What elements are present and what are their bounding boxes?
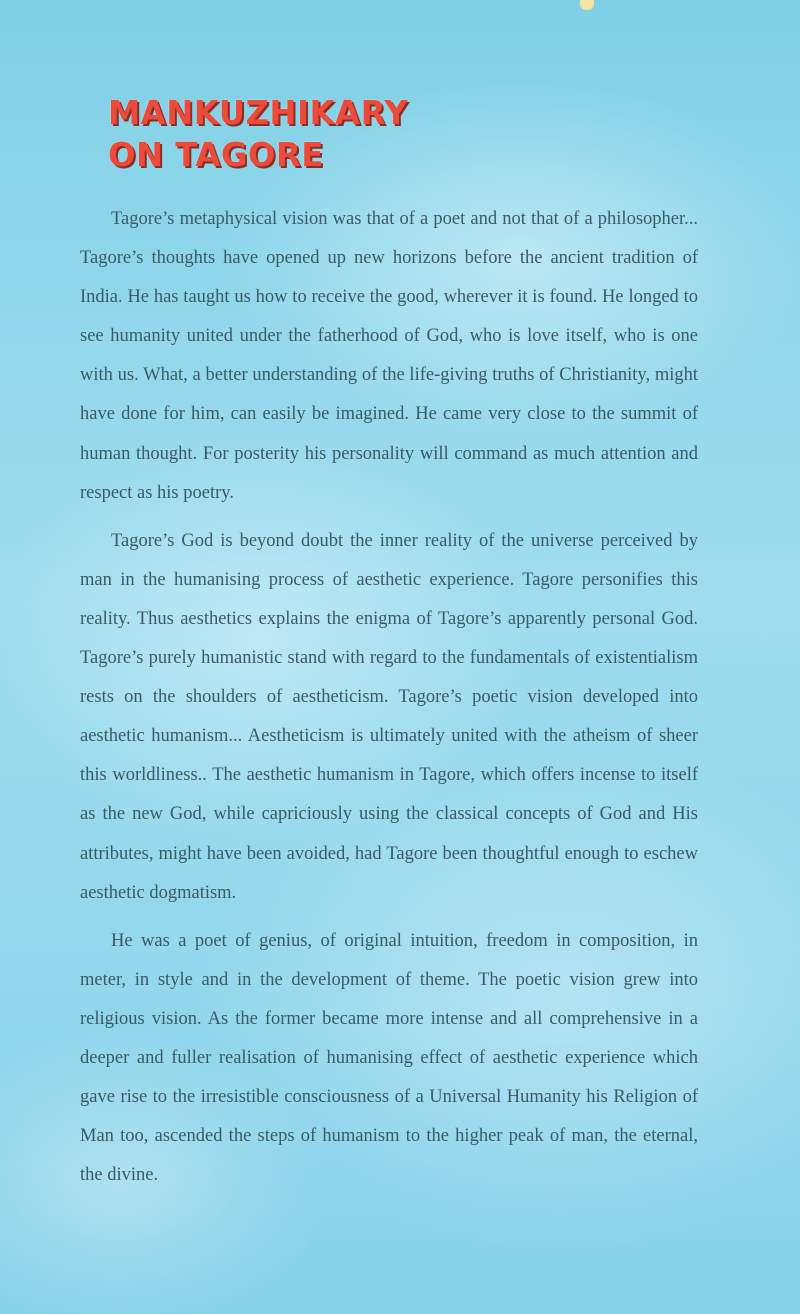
title-line-2: ON TAGORE: [108, 135, 324, 174]
corner-mark: [580, 0, 594, 10]
paragraph-1: Tagore’s metaphysical vision was that of a poet and not that of a philosopher... Tagore’s thoughts have opened up new horizons before the ancient tradition of India. He has taught us how to receive the good, wherever it is found. He longed to see humanity united under the fatherhood of God, who is love itself, who is one with us. What, a better understanding of the life-giving truths of Christianity, might have done for him, can easily be imagined. He came very close to the summit of human thought. For posterity his personality will command as much attention and respect as his poetry.: [80, 209, 698, 503]
body-text: [80, 200, 698, 1204]
paragraph-3: He was a poet of genius, of original intuition, freedom in composition, in meter, in style and in the development of theme. The poetic vision grew into religious vision. As the former became more intense and all comprehensive in a deeper and fuller realisation of humanising effect of aesthetic experience which gave rise to the irresistible consciousness of a Universal Humanity his Religion of Man too, ascended the steps of humanism to the higher peak of man, the eternal, the divine.: [80, 930, 698, 1186]
page-title: [108, 92, 408, 176]
paragraph-2: Tagore’s God is beyond doubt the inner reality of the universe perceived by man in the humanising process of aesthetic experience. Tagore personifies this reality. Thus aesthetics explains the enigma of Tagore’s apparently personal God. Tagore’s purely humanistic stand with regard to the fundamentals of existentialism rests on the shoulders of aestheticism. Tagore’s poetic vision developed into aesthetic humanism... Aestheticism is ultimately united with the atheism of sheer this worldliness.. The aesthetic humanism in Tagore, which offers incense to itself as the new God, while capriciously using the classical concepts of God and His attributes, might have been avoided, had Tagore been thoughtful enough to eschew aesthetic dogmatism.: [80, 530, 698, 903]
title-line-1: MANKUZHIKARY: [108, 93, 409, 132]
